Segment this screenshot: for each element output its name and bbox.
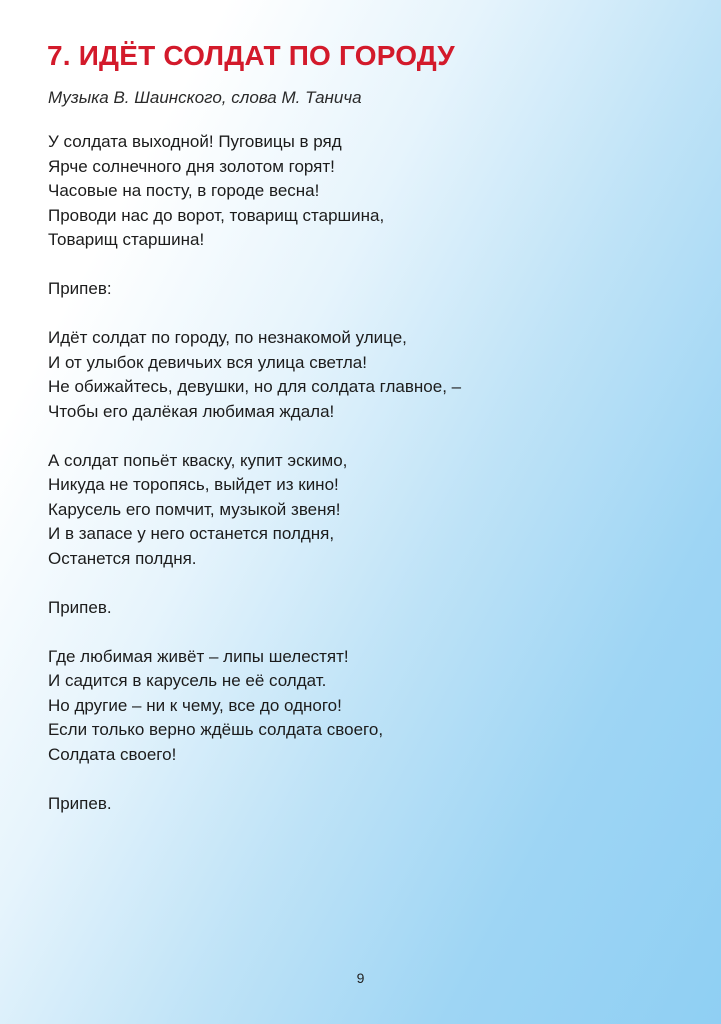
lyric-line: Где любимая живёт – липы шелестят! — [48, 646, 349, 666]
chorus-ref: Припев. — [48, 793, 112, 813]
lyric-line: У солдата выходной! Пуговицы в ряд — [48, 132, 342, 151]
lyric-line: И от улыбок девичьих вся улица светла! — [48, 352, 367, 372]
lyric-line: И в запасе у него останется полдня, — [48, 524, 335, 543]
chorus-ref: Припев. — [48, 597, 112, 617]
chorus-label: Припев: — [48, 279, 112, 298]
page-number: 9 — [356, 970, 365, 986]
lyric-line: Идёт солдат по городу, по незнакомой улице, — [48, 328, 407, 347]
lyric-line: Но другие – ни к чему, все до одного! — [48, 695, 342, 715]
stanza-chorus-label — [48, 277, 688, 302]
lyric-line: Останется полдня. — [48, 548, 197, 568]
stanza-verse-2 — [48, 449, 688, 572]
lyric-line: Часовые на посту, в городе весна! — [48, 181, 320, 200]
song-credits: Музыка В. Шаинского, слова М. Танича — [48, 88, 362, 107]
lyric-line: Никуда не торопясь, выйдет из кино! — [48, 475, 339, 494]
lyric-line: Ярче солнечного дня золотом горят! — [48, 156, 335, 176]
stanza-verse-1 — [48, 130, 688, 253]
stanza-chorus-ref-2 — [48, 792, 688, 817]
stanza-chorus — [48, 326, 688, 424]
lyric-line: Чтобы его далёкая любимая ждала! — [48, 401, 335, 421]
lyric-line: А солдат попьёт кваску, купит эскимо, — [48, 450, 348, 470]
lyric-line: Если только верно ждёшь солдата своего, — [48, 720, 384, 739]
lyric-line: Проводи нас до ворот, товарищ старшина, — [48, 205, 385, 225]
stanza-verse-3 — [48, 645, 688, 768]
lyric-line: Товарищ старшина! — [48, 230, 205, 249]
lyrics — [48, 130, 688, 841]
lyric-line: Не обижайтесь, девушки, но для солдата главное, – — [48, 377, 462, 396]
stanza-chorus-ref-1 — [48, 596, 688, 621]
lyric-line: И садится в карусель не её солдат. — [48, 671, 327, 690]
song-title: 7. ИДЁТ СОЛДАТ ПО ГОРОДУ — [47, 40, 455, 71]
lyric-line: Солдата своего! — [48, 744, 177, 764]
lyric-line: Карусель его помчит, музыкой звеня! — [48, 499, 341, 519]
